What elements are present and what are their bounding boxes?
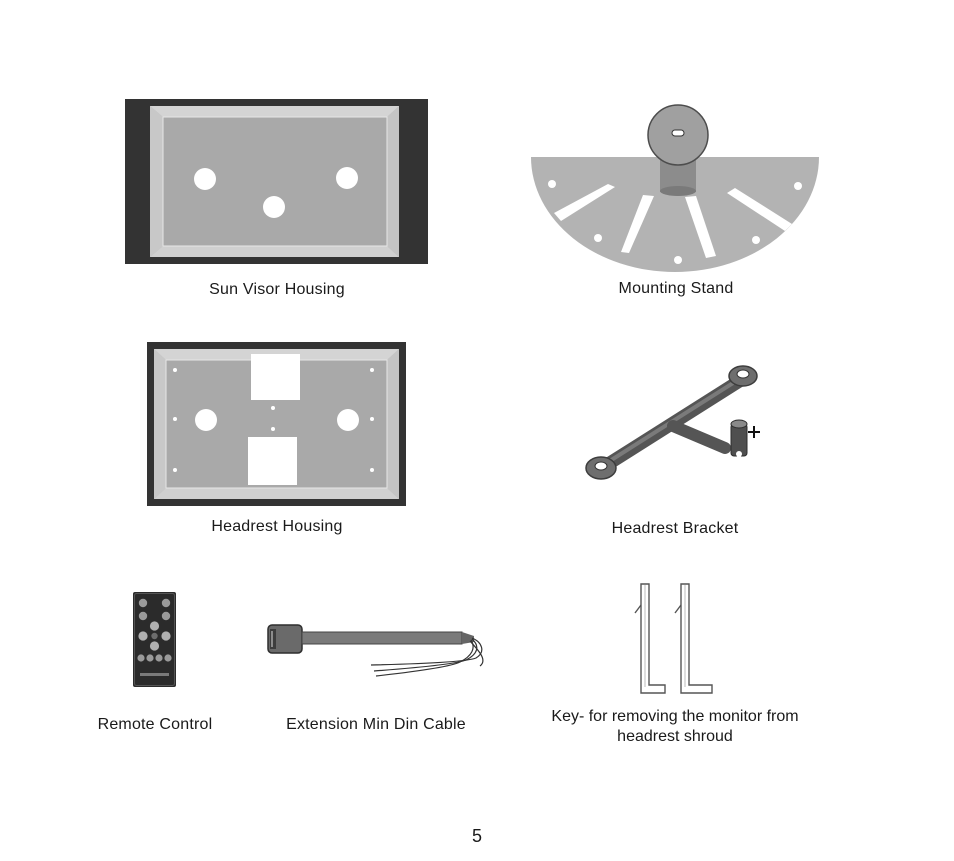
key-caption-line-1: Key- for removing the monitor from	[551, 708, 799, 725]
headrest-housing-caption: Headrest Housing	[211, 518, 343, 535]
key-caption-line-2: headrest shroud	[617, 728, 733, 745]
extension-cable-image	[266, 620, 490, 678]
remote-control-caption: Remote Control	[97, 716, 213, 733]
key-image	[632, 583, 718, 695]
mounting-stand-image	[530, 100, 820, 275]
page-number: 5	[471, 826, 482, 846]
sun-visor-housing-image	[125, 99, 428, 264]
sun-visor-housing-caption: Sun Visor Housing	[209, 281, 345, 298]
key-caption	[520, 707, 830, 747]
headrest-bracket-caption: Headrest Bracket	[611, 520, 739, 537]
remote-control-image	[133, 592, 176, 687]
mounting-stand-caption: Mounting Stand	[618, 280, 734, 297]
extension-cable-caption: Extension Min Din Cable	[286, 716, 466, 733]
headrest-bracket-image	[583, 358, 763, 488]
headrest-housing-image	[147, 342, 406, 506]
